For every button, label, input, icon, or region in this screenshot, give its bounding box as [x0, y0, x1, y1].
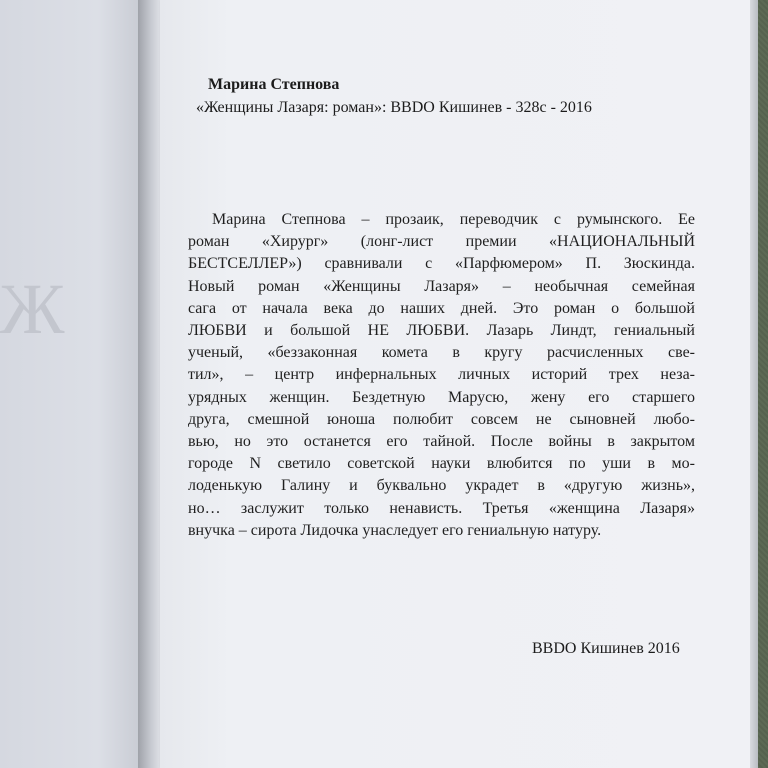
text-line: урядных женщин. Бездетную Марусю, жену его старшего [188, 388, 695, 406]
text-line: вью, но это останется его тайной. После войны в закрытом [188, 433, 695, 451]
page-edge [750, 0, 758, 768]
book-gutter [138, 0, 162, 768]
text-line: лоденькую Галину и буквально украдет в «другую жизнь», [188, 477, 695, 495]
text-line: но… заслужит только ненависть. Третья «женщина Лазаря» [188, 499, 695, 517]
text-line: друга, смешной юноша полюбит совсем не сыновней любо- [188, 410, 695, 428]
text-line: ЛЮБВИ и большой НЕ ЛЮБВИ. Лазарь Линдт, гениальный [188, 322, 695, 340]
text-line: БЕСТСЕЛЛЕР») сравнивали с «Парфюмером» П. Зюскинда. [188, 255, 695, 273]
text-line: ученый, «беззаконная комета в кругу расчисленных све- [188, 344, 695, 362]
text-line: Марина Степнова – прозаик, переводчик с румынского. Ее [212, 211, 695, 228]
text-line: сага от начала века до наших дней. Это роман о большой [188, 299, 695, 317]
text-line: внучка – сирота Лидочка унаследует его гениальную натуру. [188, 521, 602, 539]
text-line: Новый роман «Женщины Лазаря» – необычная семейная [188, 277, 695, 295]
author-name: Марина Степнова [208, 76, 340, 93]
left-page [0, 0, 140, 768]
text-line: городе N светило советской науки влюбится по уши в мо- [188, 455, 695, 473]
publisher-footer: BBDO Кишинев 2016 [532, 640, 680, 657]
book-citation: «Женщины Лазаря: роман»: BBDO Кишинев - 328с - 2016 [196, 99, 592, 116]
show-through-letter: Ж [0, 269, 65, 349]
text-line: тил», – центр инфернальных личных историй трех неза- [188, 366, 695, 384]
annotation-text [188, 209, 695, 542]
text-line: роман «Хирург» (лонг-лист премии «НАЦИОНАЛЬНЫЙ [188, 233, 695, 251]
